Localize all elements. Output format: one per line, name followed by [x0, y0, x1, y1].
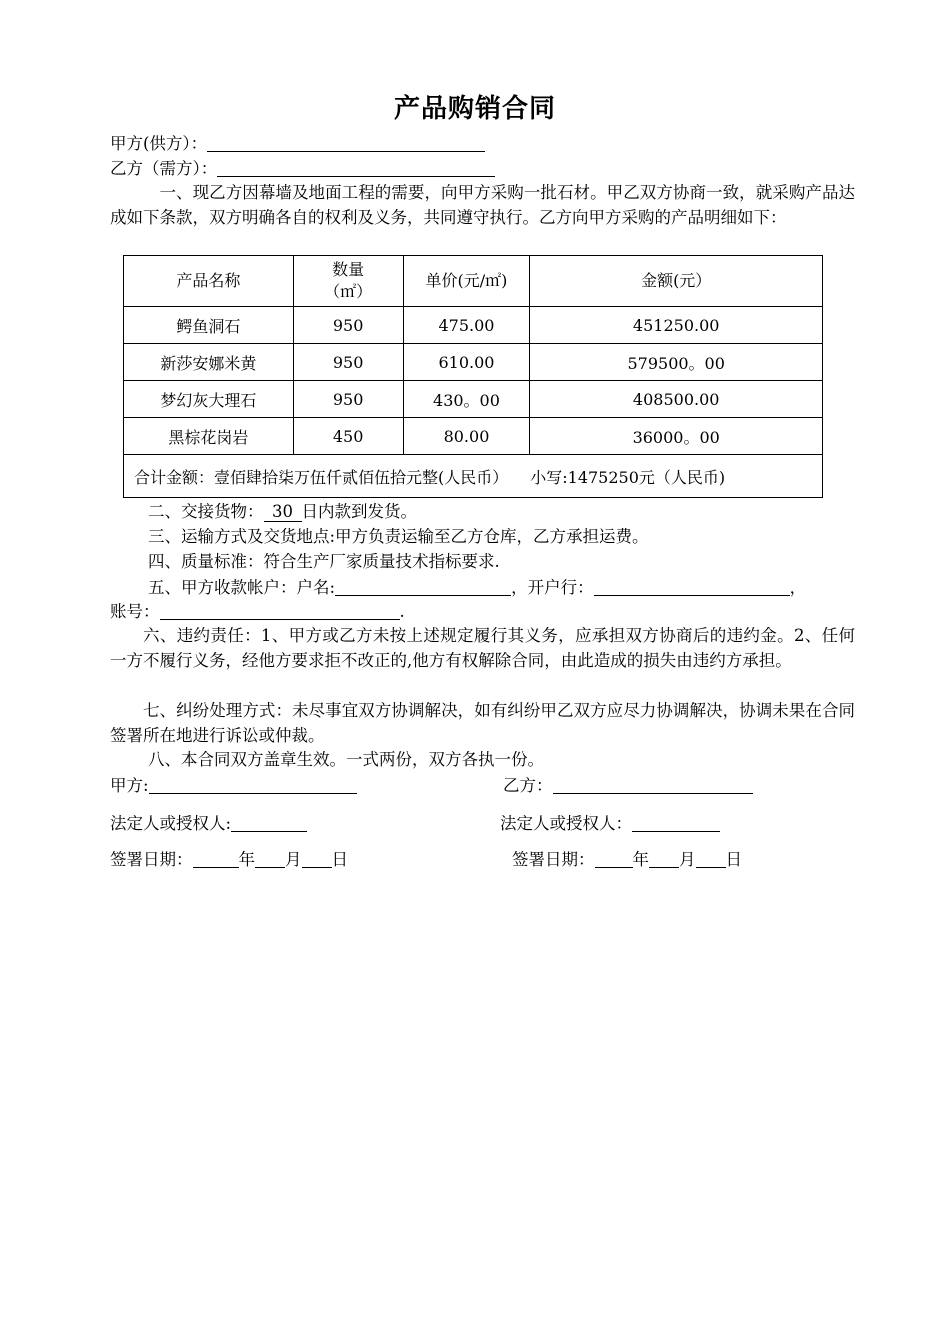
date-b-day: 日 [725, 850, 742, 869]
header-qty-label: 数量 [332, 260, 365, 279]
date-b-day-blank [696, 850, 726, 868]
account-label: 账号： [110, 602, 160, 621]
clause-3: 三、运输方式及交货地点:甲方负责运输至乙方仓库，乙方承担运费。 [148, 527, 649, 546]
date-a-month: 月 [285, 850, 302, 869]
date-b-month-blank [649, 850, 679, 868]
account-name-blank [335, 577, 511, 596]
table-row [124, 344, 823, 381]
cell-name: 梦幻灰大理石 [124, 381, 294, 418]
table-row [124, 381, 823, 418]
header-qty [293, 256, 403, 307]
clause-5-end: ， [789, 578, 807, 597]
total-upper: 合计金额：壹佰肆拾柒万伍仟贰佰伍拾元整(人民币） [134, 467, 509, 487]
cell-price: 475.00 [403, 307, 530, 344]
date-b-year: 年 [632, 850, 649, 869]
total-lower: 小写:1475250元（人民币) [530, 467, 726, 487]
party-a-blank [207, 133, 485, 152]
cell-name: 黑棕花岗岩 [124, 418, 294, 455]
header-amount: 金额(元） [530, 256, 823, 307]
party-b-line [110, 157, 855, 181]
date-a-month-blank [255, 850, 285, 868]
date-b-line [512, 848, 812, 872]
clause-5 [110, 576, 855, 600]
table-row [124, 418, 823, 455]
date-b-year-blank [595, 850, 633, 868]
rep-a-label: 法定人或授权人: [110, 814, 232, 833]
account-period: . [399, 602, 405, 621]
cell-qty: 950 [293, 344, 403, 381]
party-a-label: 甲方(供方）： [110, 134, 208, 153]
date-a-day: 日 [331, 850, 348, 869]
party-b-label: 乙方（需方）： [110, 159, 218, 178]
date-b-month: 月 [679, 850, 696, 869]
table-row [124, 307, 823, 344]
sign-b-label: 乙方： [503, 776, 553, 795]
sign-a-blank [149, 775, 357, 794]
document-title: 产品购销合同 [393, 94, 556, 124]
table-header-row [124, 256, 823, 307]
bank-blank [594, 577, 790, 596]
clause-1: 一、现乙方因幕墙及地面工程的需要，向甲方采购一批石材。甲乙双方协商一致，就采购产品达成如下条款，双方明确各自的权利及义务，共同遵守执行。乙方向甲方采购的产品明细如下： [110, 183, 855, 227]
party-b-blank [217, 158, 495, 177]
cell-qty: 950 [293, 381, 403, 418]
signature-b-line [503, 774, 803, 798]
date-a-day-blank [302, 850, 332, 868]
rep-a-blank [231, 814, 307, 832]
clause-5-prefix: 五、甲方收款帐户：户名: [148, 578, 336, 597]
cell-qty: 450 [293, 418, 403, 455]
clause-6: 六、违约责任：1、甲方或乙方未按上述规定履行其义务，应承担双方协商后的违约金。2、任何一方不履行义务，经他方要求拒不改正的,他方有权解除合同，由此造成的损失由违约方承担。 [110, 626, 855, 670]
clause-7: 七、纠纷处理方式：未尽事宜双方协调解决，如有纠纷甲乙双方应尽力协调解决，协调未果在合同签署所在地进行诉讼或仲裁。 [110, 701, 855, 745]
header-price: 单价(元/㎡) [403, 256, 530, 307]
clause-2-prefix: 二、交接货物： [148, 502, 264, 521]
cell-amount: 36000。00 [530, 418, 823, 455]
clause-5-account-line [110, 600, 855, 624]
cell-amount: 408500.00 [530, 381, 823, 418]
clause-2-suffix: 日内款到发货。 [301, 502, 417, 521]
clause-5-bank-label: ，开户行： [511, 578, 594, 597]
cell-qty: 950 [293, 307, 403, 344]
account-number-blank [160, 601, 400, 620]
cell-price: 610.00 [403, 344, 530, 381]
sign-b-blank [553, 775, 753, 794]
date-a-year: 年 [238, 850, 255, 869]
clause-8: 八、本合同双方盖章生效。一式两份，双方各执一份。 [148, 750, 544, 769]
delivery-days: 30 [264, 503, 302, 522]
product-table [123, 255, 823, 498]
date-a-year-blank [193, 850, 239, 868]
header-name: 产品名称 [124, 256, 294, 307]
header-qty-unit: （㎡） [324, 282, 373, 301]
total-cell [124, 455, 823, 498]
cell-amount: 579500。00 [530, 344, 823, 381]
cell-name: 鳄鱼洞石 [124, 307, 294, 344]
cell-price: 430。00 [403, 381, 530, 418]
cell-price: 80.00 [403, 418, 530, 455]
party-a-line [110, 132, 855, 156]
cell-amount: 451250.00 [530, 307, 823, 344]
date-a-label: 签署日期： [110, 850, 193, 869]
rep-b-line [500, 812, 800, 836]
clause-2 [110, 500, 855, 524]
date-b-label: 签署日期： [512, 850, 595, 869]
sign-a-label: 甲方: [110, 776, 149, 795]
rep-b-label: 法定人或授权人： [500, 814, 632, 833]
table-total-row [124, 455, 823, 498]
cell-name: 新莎安娜米黄 [124, 344, 294, 381]
clause-4: 四、质量标准：符合生产厂家质量技术指标要求. [148, 552, 500, 571]
rep-b-blank [632, 814, 720, 832]
